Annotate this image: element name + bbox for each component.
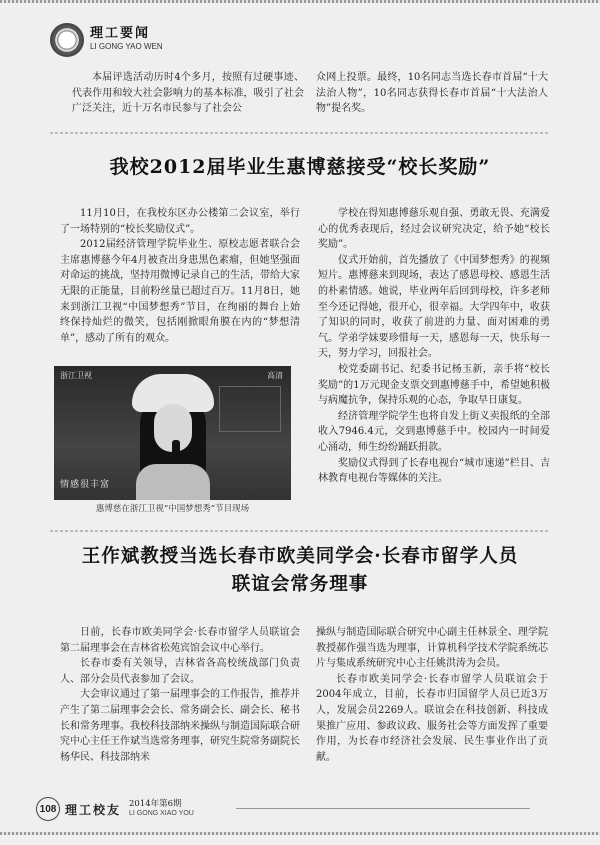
divider	[50, 132, 550, 134]
issue-label: 2014年第6期	[129, 799, 182, 809]
headline-line: 联谊会常务理事	[231, 574, 369, 595]
article2-right-column	[316, 625, 548, 765]
paragraph: 长春市委有关领导，吉林省各高校统战部门负责人、部分会员代表参加了会议。	[60, 658, 300, 685]
section-title: 理工要闻	[90, 26, 151, 41]
article2-headline	[60, 543, 540, 599]
paragraph: 仪式开始前，首先播放了《中国梦想秀》的视频短片。惠博慈来到现场，表达了感恩母校、感恩生活的朴素情感。她说，毕业两年后回到母校，许多老师至今还记得她，很开心，很幸福。大学四年中，收获了知识的同时，收获了前进的力量、面对困难的勇气。学弟学妹要珍惜每一天，感恩每一天，快乐每一天，努力学习，回报社会。	[318, 254, 550, 360]
paragraph: 学校在得知惠博慈乐观自强、勇敢无畏、充满爱心的优秀表现后，经过会议研究决定，给予她“校长奖励”。	[318, 208, 550, 251]
paragraph: 奖励仪式得到了长春电视台“城市速递”栏目、吉林教育电视台等媒体的关注。	[318, 457, 550, 485]
section-subtitle: LI GONG YAO WEN	[90, 42, 163, 51]
singer-figure	[132, 374, 214, 500]
article1-photo	[54, 366, 291, 500]
page-footer	[36, 797, 194, 821]
divider	[50, 530, 550, 532]
article2-left-column	[60, 625, 300, 765]
channel-logo: 浙江卫视	[60, 371, 92, 380]
paragraph: 长春市欧美同学会·长春市留学人员联谊会于2004年成立，目前，长春市归国留学人员已近3万人，发展会员2269人。联谊会在科技创新、科技成果推广应用、参政议政、服务社会等方面发挥了重要作用，为长春市经济社会发展、民生事业作出了贡献。	[316, 673, 548, 763]
footer-rule	[236, 808, 530, 809]
top-left-text: 本届评选活动历时4个多月，按照有过硬事迹、代表作用和较大社会影响力的基本标准，吸引了社会广泛关注，近十万名市民参与了社会公	[72, 72, 304, 115]
magazine-name-en: LI GONG XIAO YOU	[129, 810, 194, 817]
bottom-stripe	[0, 832, 600, 835]
paragraph: 经济管理学院学生也将自发上街义卖报纸的全部收入7946.4元，交到惠博慈手中。校园内一时间爱心涌动，师生纷纷踊跃捐款。	[318, 410, 550, 453]
dream-sign	[219, 386, 281, 432]
paragraph: 日前，长春市欧美同学会·长春市留学人员联谊会第二届理事会在吉林省松苑宾馆会议中心举行。	[60, 627, 300, 654]
paragraph: 2012届经济管理学院毕业生、原校志愿者联合会主席惠博慈今年4月被查出身患黑色素瘤，但她坚强面对命运的挑战，坚持用微博记录自己的生活，带给大家无限的正能量，目前粉丝量已超过百万。11月8日，她来到浙江卫视“中国梦想秀”节目，在绚丽的舞台上始终保持灿烂的微笑，包括刚掀眼角膜在内的“梦想清单”，感动了所有的观众。	[60, 239, 300, 344]
paragraph: 操纵与制造国际联合研究中心副主任林景全、理学院教授郝作强当选为理事，计算机科学技术学院系统芯片与集成系统研究中心主任姚洪涛为会员。	[316, 627, 548, 670]
page-header	[50, 24, 163, 56]
paragraph: 11月10日，在我校东区办公楼第二会议室，举行了一场特别的“校长奖励仪式”。	[60, 208, 300, 235]
photo-caption: 惠博慈在浙江卫视“中国梦想秀”节目现场	[95, 504, 250, 514]
top-stripe	[0, 0, 600, 3]
article1-headline: 我校2012届毕业生惠博慈接受“校长奖励”	[109, 156, 491, 178]
top-right-text: 众网上投票。最终，10名同志当选长春市首届“十大法治人物”，10名同志获得长春市首届“十大法治人物”提名奖。	[316, 72, 548, 115]
page-number: 108	[36, 797, 60, 821]
photo-banner: 情感很丰富	[60, 480, 111, 490]
paragraph: 大会审议通过了第一届理事会的工作报告，推荐并产生了第二届理事会会长、常务副会长、副会长、秘书长和常务理事。我校科技部纳米操纵与制造国际联合研究中心主任王作斌当选常务理事，研究生院常务副院长杨华民、科技部纳米	[60, 689, 300, 763]
headline-line: 王作斌教授当选长春市欧美同学会·长春市留学人员	[81, 546, 519, 567]
article1-left-column	[60, 206, 300, 346]
magazine-name: 理工校友	[65, 802, 122, 817]
hd-badge: 高清	[267, 371, 283, 380]
microphone-icon	[172, 440, 180, 464]
article1-right-column	[318, 206, 550, 487]
university-seal-icon	[50, 23, 84, 57]
paragraph: 校党委副书记、纪委书记杨玉新，亲手将“校长奖励”的1万元现金支票交到惠博慈手中，希望她积极与病魔抗争，保持乐观的心态，争取早日康复。	[318, 363, 550, 407]
